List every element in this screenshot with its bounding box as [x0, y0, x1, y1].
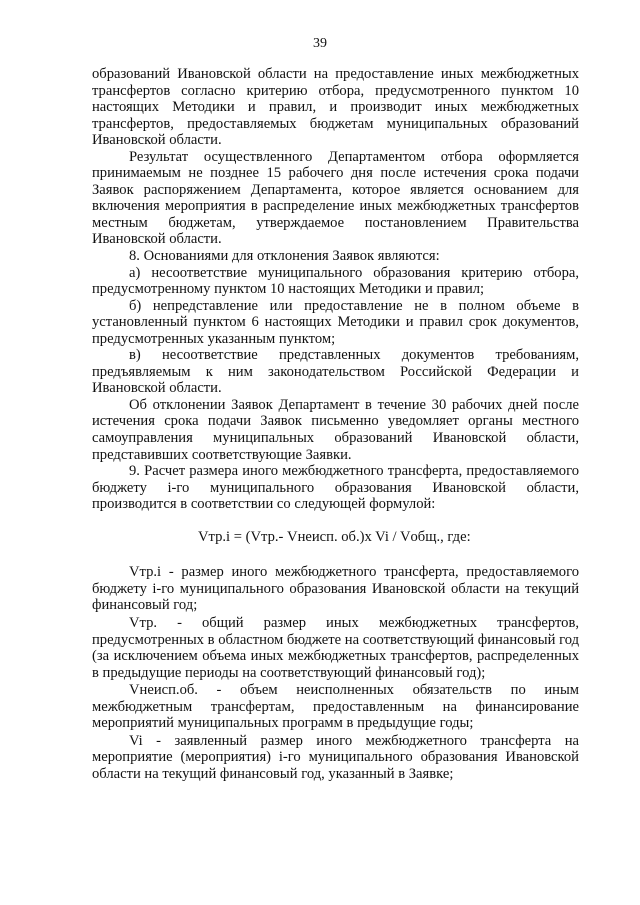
paragraph: Результат осуществленного Департаментом отбора оформляется принимаемым не позднее 15 рабочего дня после истечения срока подачи Заявок распоряжением Департамента, которое является основанием для включения мероприятия в распределение иных межбюджетных трансфертов местным бюджетам, утверждаемое постановлением Правительства Ивановской области. [92, 148, 579, 248]
definition: Vнеисп.об. - объем неисполненных обязательств по иным межбюджетным трансфертам, предоставленным на финансирование мероприятий муниципальных программ в предыдущие годы; [92, 682, 579, 732]
list-item: а) несоответствие муниципального образования критерию отбора, предусмотренному пунктом 10 настоящих Методики и правил; [92, 264, 579, 298]
definition: Vтр. - общий размер иных межбюджетных трансфертов, предусмотренных в областном бюджете на соответствующий финансовый год (за исключением объема иных межбюджетных трансфертов, распределенных в предыдущие периоды на соответствующий финансовый год); [92, 614, 579, 681]
paragraph: 8. Основаниями для отклонения Заявок являются: [129, 248, 440, 265]
paragraph: 9. Расчет размера иного межбюджетного трансферта, предоставляемого бюджету i-го муниципального образования Ивановской области, производится в соответствии со следующей формулой: [92, 463, 579, 513]
paragraph: Об отклонении Заявок Департамент в течение 30 рабочих дней после истечения срока подачи Заявок письменно уведомляет органы местного самоуправления муниципальных образований Ивановской области, представивших соответствующие Заявки. [92, 396, 579, 463]
document-body [92, 66, 579, 782]
formula: Vтр.i = (Vтр.- Vнеисп. об.)x Vi / Vобщ., где: [198, 528, 471, 545]
definition: Vтр.i - размер иного межбюджетного трансферта, предоставляемого бюджету i-го муниципального образования Ивановской области на текущий финансовый год; [92, 564, 579, 614]
list-item: б) непредставление или предоставление не в полном объеме в установленный пунктом 6 настоящих Методики и правил срок документов, предусмотренных указанным пунктом; [92, 297, 579, 347]
list-item: в) несоответствие представленных документов требованиям, предъявляемым к ним законодательством Российской Федерации и Ивановской области. [92, 347, 579, 397]
page-number: 39 [313, 36, 327, 51]
definition: Vi - заявленный размер иного межбюджетного трансферта на мероприятие (мероприятия) i-го муниципального образования Ивановской области на текущий финансовый год, указанный в Заявке; [92, 732, 579, 782]
paragraph: образований Ивановской области на предоставление иных межбюджетных трансфертов согласно критерию отбора, предусмотренного пунктом 10 настоящих Методики и правил, и производит иных межбюджетных трансфертов, предоставляемых бюджетам муниципальных образований Ивановской области. [92, 66, 579, 149]
